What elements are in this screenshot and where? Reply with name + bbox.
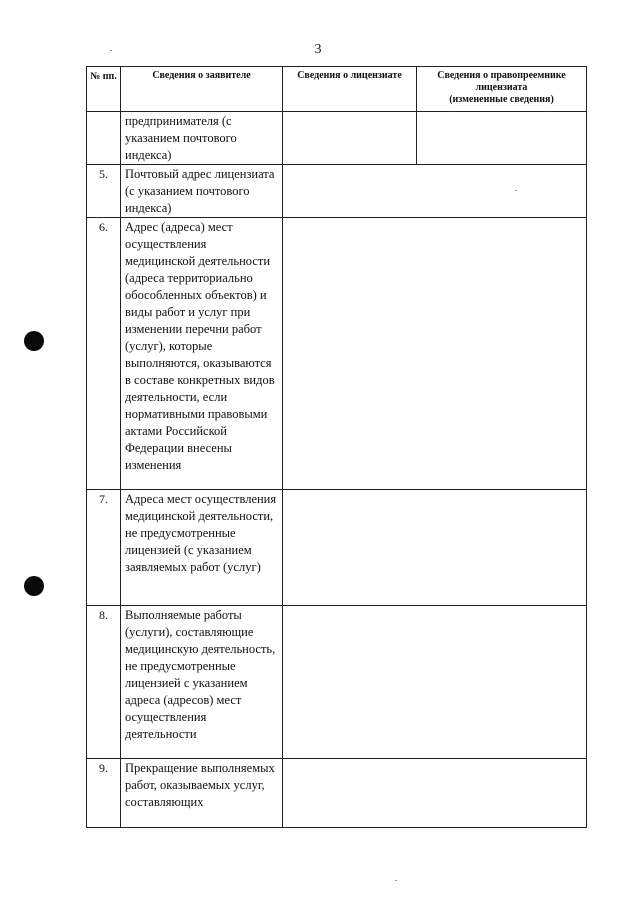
scan-speck bbox=[395, 880, 397, 881]
table-row bbox=[87, 218, 587, 490]
page-number: 3 bbox=[314, 42, 322, 57]
table-row bbox=[87, 112, 587, 165]
merged-value-cell[interactable] bbox=[283, 218, 587, 490]
table-row bbox=[87, 606, 587, 759]
licensee-cell[interactable] bbox=[283, 112, 417, 165]
row-number: 7. bbox=[87, 490, 121, 606]
row-number: 9. bbox=[87, 759, 121, 828]
table-row bbox=[87, 165, 587, 218]
header-successor bbox=[417, 67, 587, 112]
header-licensee: Сведения о лицензиате bbox=[283, 67, 417, 112]
merged-value-cell[interactable] bbox=[283, 606, 587, 759]
table-row bbox=[87, 490, 587, 606]
header-successor-note: (измененные сведения) bbox=[449, 94, 554, 105]
header-applicant: Сведения о заявителе bbox=[121, 67, 283, 112]
table-row bbox=[87, 759, 587, 828]
scan-speck bbox=[110, 50, 112, 51]
license-info-table bbox=[86, 66, 587, 828]
row-applicant-text: Адреса мест осуществления медицинской деятельности, не предусмотренные лицензией (с указанием заявляемых работ (услуг) bbox=[121, 490, 283, 606]
header-number: № пп. bbox=[87, 67, 121, 112]
row-number: 8. bbox=[87, 606, 121, 759]
punch-hole-mark bbox=[24, 576, 44, 596]
row-number bbox=[87, 112, 121, 165]
header-successor-title: Сведения о правопреемнике лицензиата bbox=[437, 70, 566, 93]
row-applicant-text: Выполняемые работы (услуги), составляющие медицинскую деятельность, не предусмотренные лицензией с указанием адреса (адресов) мест осуществления деятельности bbox=[121, 606, 283, 759]
table-header-row bbox=[87, 67, 587, 112]
merged-value-cell[interactable] bbox=[283, 165, 587, 218]
row-applicant-text: Почтовый адрес лицензиата (с указанием почтового индекса) bbox=[121, 165, 283, 218]
scan-speck bbox=[515, 190, 517, 191]
row-applicant-text: Адрес (адреса) мест осуществления медицинской деятельности (адреса территориально обособленных объектов) и виды работ и услуг при изменении перечни работ (услуг), которые выполняются, оказываются в составе конкретных видов деятельности, если нормативными правовыми актами Российской Федерации внесены изменения bbox=[121, 218, 283, 490]
merged-value-cell[interactable] bbox=[283, 759, 587, 828]
row-number: 6. bbox=[87, 218, 121, 490]
row-number: 5. bbox=[87, 165, 121, 218]
punch-hole-mark bbox=[24, 331, 44, 351]
successor-cell[interactable] bbox=[417, 112, 587, 165]
merged-value-cell[interactable] bbox=[283, 490, 587, 606]
row-applicant-text: предпринимателя (с указанием почтового индекса) bbox=[121, 112, 283, 165]
row-applicant-text: Прекращение выполняемых работ, оказываемых услуг, составляющих bbox=[121, 759, 283, 828]
